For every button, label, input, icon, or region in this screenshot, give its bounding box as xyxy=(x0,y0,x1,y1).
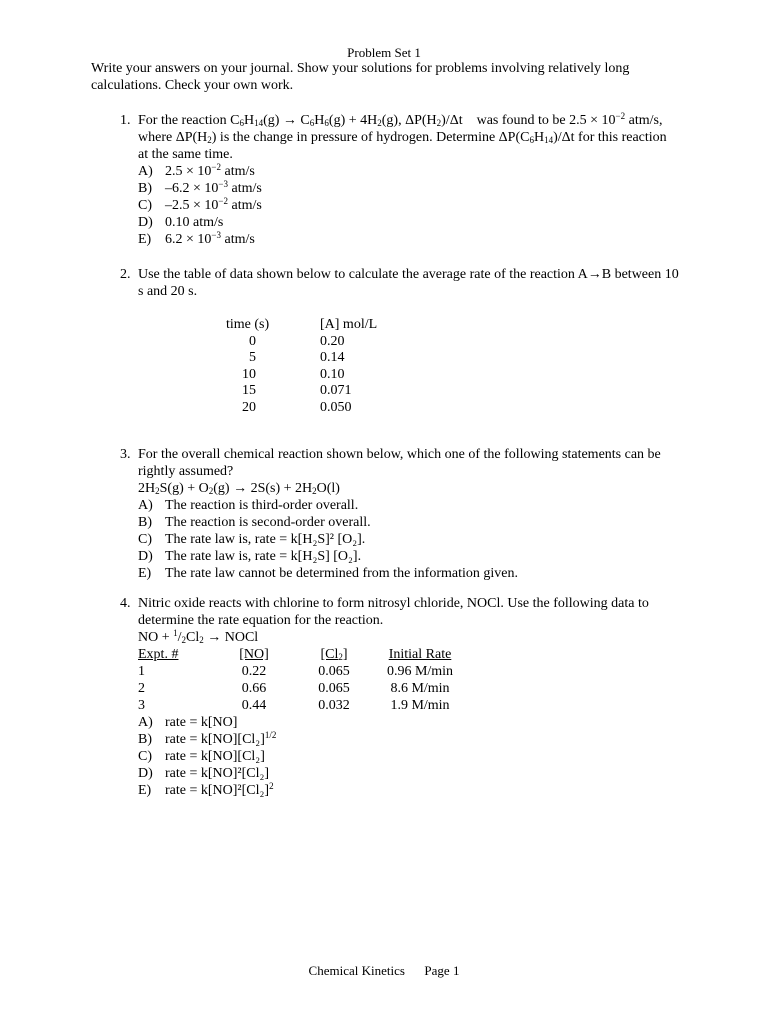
table-row xyxy=(138,663,470,680)
choice-letter: D) xyxy=(138,215,153,230)
concentration-value: 0.20 xyxy=(320,333,345,349)
expt-number: 2 xyxy=(138,681,145,696)
answer-choice xyxy=(138,514,680,531)
choice-text xyxy=(165,748,265,765)
time-header: time (s) xyxy=(226,317,270,332)
answer-choice xyxy=(138,180,680,197)
cl2-concentration: 0.032 xyxy=(318,698,350,713)
choice-letter: C) xyxy=(138,532,152,547)
question-4-line-1: Nitric oxide reacts with chlorine to form nitrosyl chloride, NOCl. Use the following data to xyxy=(138,596,649,611)
question-3 xyxy=(120,446,680,582)
answer-choice xyxy=(138,748,680,765)
choice-letter: E) xyxy=(138,566,152,581)
table-row xyxy=(138,680,470,697)
initial-rate: 8.6 M/min xyxy=(390,681,450,696)
choice-text: The reaction is third-order overall. xyxy=(165,498,359,513)
cl2-concentration: 0.065 xyxy=(318,664,350,679)
choice-value: rate = k[NO][Cl₂] xyxy=(165,732,265,747)
choice-value: 2.5 × 10 xyxy=(165,164,212,179)
question-1-line-3: at the same time. xyxy=(138,147,233,162)
choice-value: rate = k[NO][Cl₂] xyxy=(165,749,265,764)
answer-choice xyxy=(138,765,680,782)
question-number: 2. xyxy=(120,267,131,282)
question-2-line-1: Use the table of data shown below to calculate the average rate of the reaction A→B between 10 xyxy=(138,267,679,282)
time-value: 5 xyxy=(249,350,256,365)
choice-value: 0.10 atm/s xyxy=(165,215,224,230)
question-number: 1. xyxy=(120,113,131,128)
answer-choice xyxy=(138,731,680,748)
choice-value: –6.2 × 10 xyxy=(165,181,219,196)
answer-choice xyxy=(138,497,680,514)
choice-text: The rate law is, rate = k[H₂S] [O₂]. xyxy=(165,549,362,564)
rate-data-table xyxy=(138,646,470,714)
concentration-value: 0.10 xyxy=(320,366,345,382)
footer-title: Chemical Kinetics xyxy=(308,963,405,978)
choice-text xyxy=(165,197,262,214)
answer-choice xyxy=(138,214,680,231)
answer-choice xyxy=(138,163,680,180)
choice-text xyxy=(165,163,255,180)
question-4-line-2: determine the rate equation for the reaction. xyxy=(138,613,384,628)
no-concentration: 0.22 xyxy=(241,664,267,679)
choice-exponent: −3 xyxy=(211,230,221,240)
answer-choice xyxy=(138,565,680,582)
question-3-equation: $2H_2S(g) + O_2(g) \to 2S(s) + 2H_2O(l)$ xyxy=(138,481,340,496)
no-header: [NO] xyxy=(239,647,269,662)
answer-choice xyxy=(138,782,680,799)
question-2-line-2: s and 20 s. xyxy=(138,284,198,299)
choice-text xyxy=(165,714,237,731)
initial-rate: 1.9 M/min xyxy=(390,698,450,713)
question-1-line-2: where $\Delta P(H_2)$ is the change in pressure of hydrogen. Determine $\Delta P(C_6H_{14})/\Delta t$ for this reaction xyxy=(138,130,667,145)
question-1-line-1: For the reaction $C_6H_{14}(g) \to C_6H_6(g) + 4H_2(g)$, $\Delta P(H_2)/\Delta t$ was found to be $2.5 \times 10^{-2}$ atm/s, xyxy=(138,111,663,128)
question-3-line-2: rightly assumed? xyxy=(138,464,234,479)
choice-text: The reaction is second-order overall. xyxy=(165,515,371,530)
choice-text: The rate law cannot be determined from the information given. xyxy=(165,566,518,581)
question-3-line-1: For the overall chemical reaction shown below, which one of the following statements can be xyxy=(138,447,661,462)
choice-value: 6.2 × 10 xyxy=(165,232,212,247)
choice-text: The rate law is, rate = k[H₂S]² [O₂]. xyxy=(165,532,366,547)
choice-unit: atm/s xyxy=(220,164,255,179)
expt-number: 1 xyxy=(138,664,145,679)
choice-text xyxy=(165,782,274,799)
choice-letter: B) xyxy=(138,732,152,747)
concentration-header: [A] mol/L xyxy=(320,317,378,332)
choice-value: rate = k[NO]²[Cl₂] xyxy=(165,783,270,798)
choice-letter: E) xyxy=(138,783,152,798)
question-4-equation: NO + $^1/_2Cl_2$ → NOCl xyxy=(138,628,259,645)
expt-header: Expt. # xyxy=(138,647,179,662)
question-number: 3. xyxy=(120,447,131,462)
choice-unit: atm/s xyxy=(227,181,262,196)
time-column xyxy=(226,316,316,415)
choice-letter: A) xyxy=(138,715,153,730)
concentration-value: 0.14 xyxy=(320,350,345,365)
question-number: 4. xyxy=(120,596,131,611)
cl2-header: $[Cl_2]$ xyxy=(320,647,348,662)
question-2 xyxy=(120,266,680,300)
choice-exponent: 1/2 xyxy=(264,730,277,740)
choice-exponent: −2 xyxy=(218,196,228,206)
choice-text xyxy=(165,180,262,197)
question-1 xyxy=(120,112,680,248)
rate-header: Initial Rate xyxy=(388,647,452,662)
question-4 xyxy=(120,595,680,799)
choice-exponent: −3 xyxy=(218,179,228,189)
choice-letter: D) xyxy=(138,766,153,781)
choice-value: –2.5 × 10 xyxy=(165,198,219,213)
choice-letter: E) xyxy=(138,232,152,247)
concentration-value: 0.071 xyxy=(320,383,352,398)
choice-unit: atm/s xyxy=(227,198,262,213)
choice-text xyxy=(165,765,269,782)
footer xyxy=(0,962,768,979)
no-concentration: 0.66 xyxy=(241,681,267,696)
choice-text xyxy=(165,231,255,248)
page-title: Problem Set 1 xyxy=(347,45,421,60)
answer-choice xyxy=(138,197,680,214)
choice-value: rate = k[NO] xyxy=(165,715,238,730)
time-value: 15 xyxy=(242,383,256,398)
expt-number: 3 xyxy=(138,698,145,713)
answer-choice xyxy=(138,714,680,731)
time-value: 10 xyxy=(242,366,256,382)
choice-exponent: −2 xyxy=(211,162,221,172)
cl2-concentration: 0.065 xyxy=(318,681,350,696)
no-concentration: 0.44 xyxy=(241,698,267,713)
choice-value: rate = k[NO]²[Cl₂] xyxy=(165,766,270,781)
answer-choice xyxy=(138,231,680,248)
answer-choice xyxy=(138,531,680,548)
answer-choice xyxy=(138,548,680,565)
concentration-value: 0.050 xyxy=(320,399,352,415)
choice-exponent: 2 xyxy=(269,781,274,791)
choice-letter: A) xyxy=(138,164,153,179)
footer-page-number: Page 1 xyxy=(424,963,460,978)
choice-letter: B) xyxy=(138,181,152,196)
table-row xyxy=(138,697,470,714)
choice-letter: C) xyxy=(138,749,152,764)
choice-text xyxy=(165,731,276,748)
choice-letter: D) xyxy=(138,549,153,564)
choice-unit: atm/s xyxy=(220,232,255,247)
choice-text xyxy=(165,214,223,231)
time-value: 0 xyxy=(249,333,256,349)
initial-rate: 0.96 M/min xyxy=(386,664,454,679)
choice-letter: B) xyxy=(138,515,152,530)
time-value: 20 xyxy=(242,399,256,415)
concentration-column xyxy=(320,316,410,415)
instructions: Write your answers on your journal. Show your solutions for problems involving relatively long calculations. Check your own work. xyxy=(91,61,630,93)
choice-letter: C) xyxy=(138,198,152,213)
choice-letter: A) xyxy=(138,498,153,513)
